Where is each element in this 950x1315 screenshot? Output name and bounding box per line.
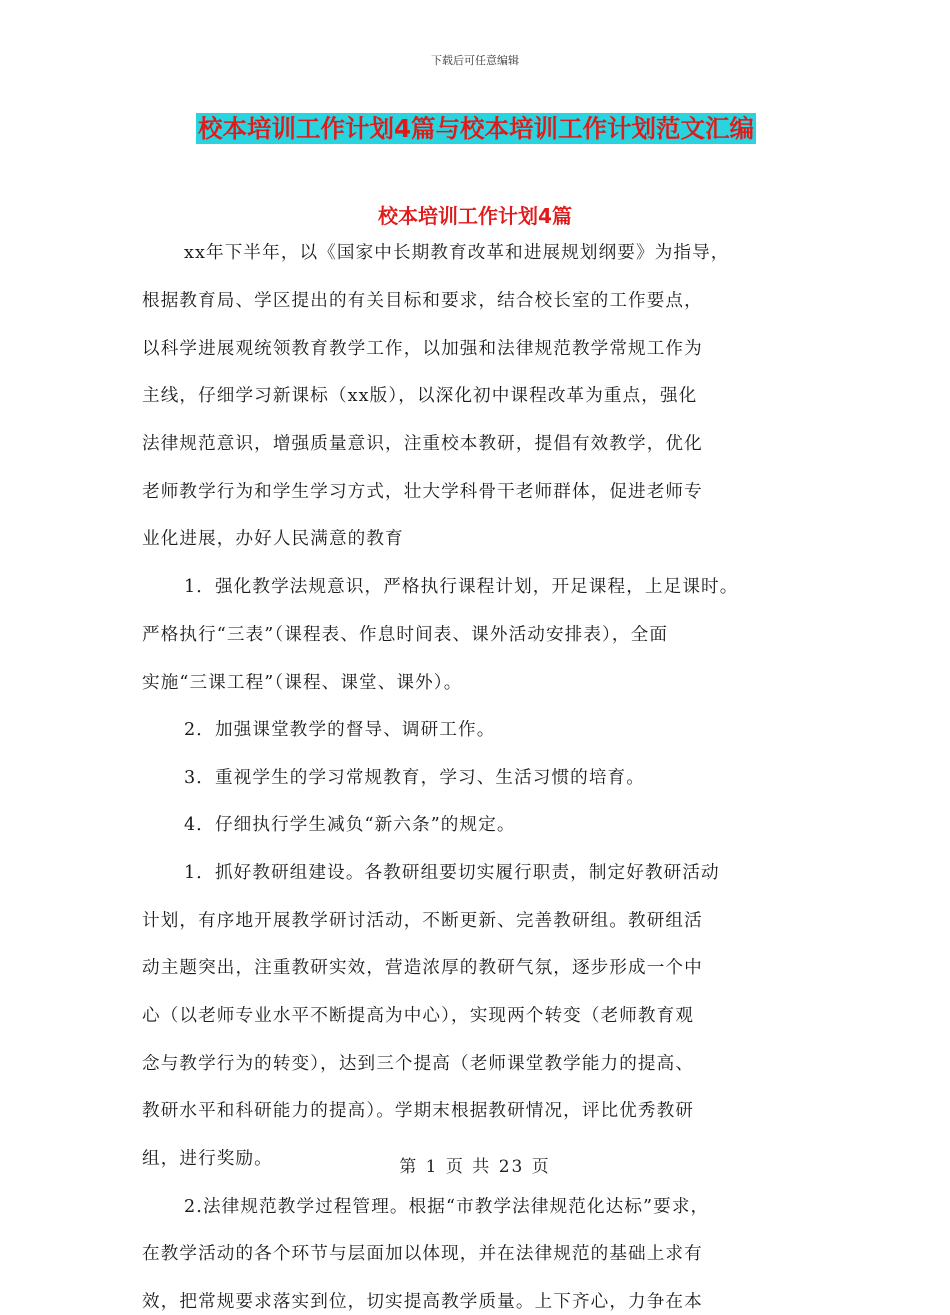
page-footer: 第 1 页 共 23 页	[399, 1157, 551, 1177]
text-line: 1．抓好教研组建设。各教研组要切实履行职责，制定好教研活动	[184, 863, 720, 883]
header-note: 下载后可任意编辑	[431, 54, 519, 67]
text-line: 4．仔细执行学生减负“新六条”的规定。	[184, 815, 516, 835]
text-line: 效，把常规要求落实到位，切实提高教学质量。上下齐心，力争在本	[142, 1292, 703, 1312]
text-line: 以科学进展观统领教育教学工作，以加强和法律规范教学常规工作为	[142, 339, 703, 359]
text-line: 心（以老师专业水平不断提高为中心），实现两个转变（老师教育观	[142, 1006, 695, 1026]
text-line: 法律规范意识，增强质量意识，注重校本教研，提倡有效教学，优化	[142, 434, 703, 454]
document-title	[196, 113, 756, 145]
text-line: 实施“三课工程”（课程、课堂、课外）。	[142, 673, 463, 693]
text-line: 组，进行奖励。	[142, 1149, 273, 1169]
text-line: xx年下半年，以《国家中长期教育改革和进展规划纲要》为指导，	[184, 243, 730, 263]
text-line: 教研水平和科研能力的提高）。学期末根据教研情况，评比优秀教研	[142, 1101, 695, 1121]
section-title: 校本培训工作计划4篇	[378, 204, 572, 228]
text-line: 老师教学行为和学生学习方式，壮大学科骨干老师群体，促进老师专	[142, 482, 703, 502]
text-line: 严格执行“三表”（课程表、作息时间表、课外活动安排表），全面	[142, 625, 669, 645]
text-line: 根据教育局、学区提出的有关目标和要求，结合校长室的工作要点，	[142, 291, 703, 311]
text-line: 在教学活动的各个环节与层面加以体现，并在法律规范的基础上求有	[142, 1244, 703, 1264]
text-line: 2．加强课堂教学的督导、调研工作。	[184, 720, 496, 740]
text-line: 主线，仔细学习新课标（xx版），以深化初中课程改革为重点，强化	[142, 386, 698, 406]
text-line: 1．强化教学法规意识，严格执行课程计划，开足课程，上足课时。	[184, 577, 739, 597]
text-line: 念与教学行为的转变），达到三个提高（老师课堂教学能力的提高、	[142, 1054, 695, 1074]
text-line: 计划，有序地开展教学研讨活动，不断更新、完善教研组。教研组活	[142, 911, 703, 931]
text-line: 业化进展，办好人民满意的教育	[142, 529, 404, 549]
text-line: 动主题突出，注重教研实效，营造浓厚的教研气氛，逐步形成一个中	[142, 958, 703, 978]
text-line: 2.法律规范教学过程管理。根据“市教学法律规范化达标”要求，	[184, 1197, 710, 1217]
text-line: 3．重视学生的学习常规教育，学习、生活习惯的培育。	[184, 768, 645, 788]
document-title-text: 校本培训工作计划4篇与校本培训工作计划范文汇编	[198, 114, 755, 143]
